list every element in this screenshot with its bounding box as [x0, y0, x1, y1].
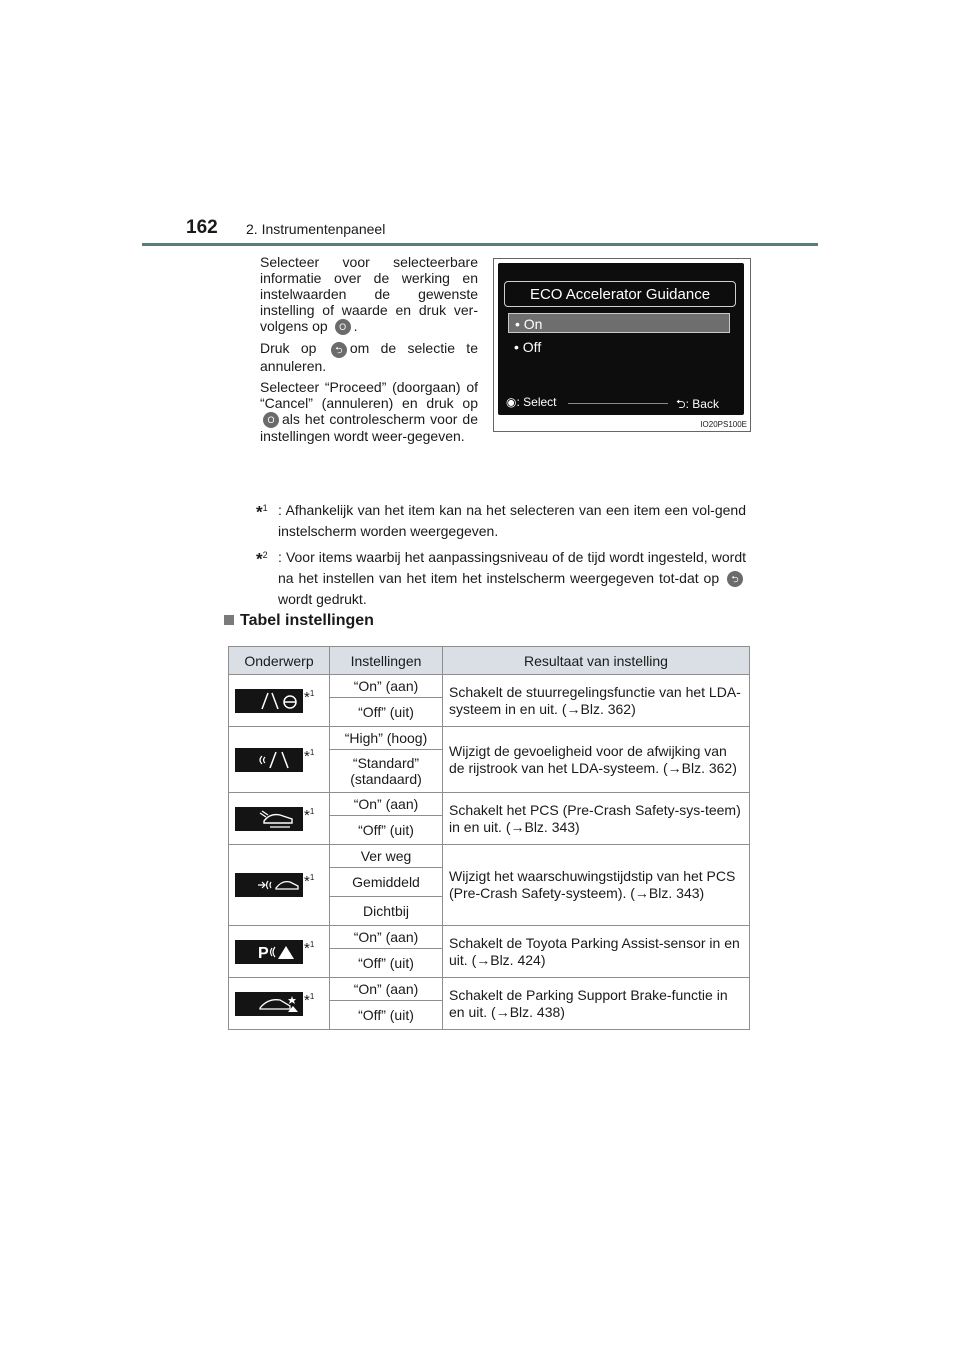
subject-cell — [229, 675, 330, 727]
footnote-number: 1 — [309, 806, 315, 816]
result-cell: Schakelt de Toyota Parking Assist-sensor in en uit. (→Blz. 424) — [443, 926, 750, 978]
pcs-icon — [235, 807, 303, 831]
screen-title: ECO Accelerator Guidance — [504, 281, 736, 307]
footnote-marker: *$^1$ — [304, 806, 315, 824]
table-row — [229, 845, 750, 868]
lda-sensitivity-icon — [235, 748, 303, 772]
intro-p1-end: . — [353, 318, 358, 334]
back-button-icon: ⮌ — [727, 571, 743, 587]
footnote-marker — [256, 498, 268, 523]
result-cell: Schakelt de stuurregelingsfunctie van het LDA-systeem in en uit. (→Blz. 362) — [443, 675, 750, 727]
column-header: Instellingen — [330, 647, 443, 675]
footnote-text — [278, 547, 746, 610]
intro-p2-text: Druk op — [260, 340, 317, 357]
result-cell: Schakelt de Parking Support Brake-functie in en uit. (→Blz. 438) — [443, 978, 750, 1030]
footnote-text-b: wordt gedrukt. — [278, 591, 367, 607]
footnote-1 — [256, 500, 746, 542]
enter-button-icon: O — [335, 319, 351, 335]
result-cell: Schakelt het PCS (Pre-Crash Safety-sys-teem) in en uit. (→Blz. 343) — [443, 793, 750, 845]
footnote-number: 1 — [262, 503, 268, 513]
footnote-asterisk: * — [256, 549, 263, 569]
setting-cell: “Off” (uit) — [330, 698, 443, 727]
intro-p1-text: Selecteer voor selecteerbare informatie over de werking en instelwaarden de gewenste instelling of waarde en druk ver-volgens op — [260, 254, 478, 334]
multi-info-display — [498, 263, 744, 415]
svg-text:P: P — [258, 944, 269, 962]
enter-button-icon: O — [263, 412, 279, 428]
subject-cell — [229, 727, 330, 793]
screen-footer-back — [676, 395, 719, 415]
column-header: Onderwerp — [229, 647, 330, 675]
setting-cell: “High” (hoog) — [330, 727, 443, 750]
setting-cell: “On” (aan) — [330, 926, 443, 949]
setting-cell: “Off” (uit) — [330, 1001, 443, 1030]
setting-cell: Gemiddeld — [330, 868, 443, 897]
back-arrow-icon: ⮌ — [676, 397, 686, 411]
footnote-number: 1 — [309, 939, 315, 949]
result-cell: Wijzigt de gevoeligheid voor de afwijking van de rijstrook van het LDA-systeem. (→Blz. 362) — [443, 727, 750, 793]
subject-cell — [229, 793, 330, 845]
parking-assist-sensor-icon — [235, 940, 303, 964]
footnote-marker: *$^1$ — [304, 747, 315, 765]
footnote-number: 1 — [309, 873, 315, 882]
table-row — [229, 978, 750, 1001]
subject-cell — [229, 978, 330, 1030]
setting-cell: “On” (aan) — [330, 978, 443, 1001]
screen-footer-back-label: : Back — [685, 397, 719, 411]
subject-cell — [229, 845, 330, 926]
footnote-number: 2 — [262, 550, 268, 560]
column-header: Resultaat van instelling — [443, 647, 750, 675]
back-button-icon: ⮌ — [331, 342, 347, 358]
screen-divider — [568, 403, 668, 404]
square-bullet-icon — [224, 615, 234, 625]
footnote-text-a: : Voor items waarbij het aanpassingsniveau of de tijd wordt ingesteld, wordt na het instellen van het item het instelscherm weergegeven tot-dat op — [278, 549, 746, 586]
setting-cell: “Standard” (standaard) — [330, 750, 443, 793]
screen-option-off: • Off — [514, 339, 542, 355]
setting-cell: “Off” (uit) — [330, 949, 443, 978]
select-button-icon: ◉ — [506, 395, 517, 409]
intro-paragraph-3 — [260, 379, 478, 444]
lda-steering-icon — [235, 689, 303, 713]
intro-p3-text: Selecteer “Proceed” (doorgaan) of “Cancel” (annuleren) en druk op — [260, 378, 478, 411]
setting-cell: “Off” (uit) — [330, 816, 443, 845]
settings-table — [228, 646, 750, 1030]
intro-text — [260, 254, 478, 444]
figure-code: IO20PS100E — [700, 420, 747, 429]
intro-paragraph-1 — [260, 254, 478, 335]
footnote-marker: *$^1$ — [304, 991, 315, 1009]
table-row — [229, 675, 750, 698]
result-cell: Wijzigt het waarschuwingstijdstip van het PCS (Pre-Crash Safety-systeem). (→Blz. 343) — [443, 845, 750, 926]
section-title: 2. Instrumentenpaneel — [246, 221, 386, 237]
display-screenshot — [493, 258, 751, 432]
footnote-text: : Afhankelijk van het item kan na het selecteren van een item een vol-gend instelscherm worden weergegeven. — [278, 502, 746, 539]
table-header-row — [229, 647, 750, 675]
footnote-marker: *$^1$ — [304, 688, 315, 706]
table-row — [229, 727, 750, 750]
footnote-number: 1 — [309, 688, 315, 698]
footnote-marker: *$^1$ — [304, 873, 315, 890]
table-heading — [224, 612, 374, 630]
table-row — [229, 793, 750, 816]
screen-footer-select — [506, 395, 557, 409]
footnote-2 — [256, 547, 746, 610]
setting-cell: Ver weg — [330, 845, 443, 868]
intro-p3-end: als het controlescherm voor de instellingen wordt weer-gegeven. — [260, 410, 478, 444]
footnote-marker — [256, 545, 268, 570]
footnote-asterisk: * — [256, 502, 263, 522]
intro-paragraph-2 — [260, 340, 478, 373]
footnote-number: 1 — [309, 747, 315, 757]
header-rule — [142, 243, 818, 246]
table-row — [229, 926, 750, 949]
setting-cell: Dichtbij — [330, 897, 443, 926]
pcs-warning-timing-icon — [235, 873, 303, 897]
setting-cell: “On” (aan) — [330, 675, 443, 698]
intro-p2-end: om de selectie te annuleren. — [260, 340, 478, 374]
parking-support-brake-icon — [235, 992, 303, 1016]
subject-cell — [229, 926, 330, 978]
page-number: 162 — [186, 217, 218, 238]
setting-cell: “On” (aan) — [330, 793, 443, 816]
footnotes — [256, 500, 746, 615]
screen-footer-select-label: : Select — [516, 395, 557, 409]
footnote-marker: *$^1$ — [304, 939, 315, 957]
table-heading-text: Tabel instellingen — [240, 612, 374, 629]
screen-option-on: • On — [508, 313, 730, 333]
footnote-number: 1 — [309, 991, 315, 1001]
